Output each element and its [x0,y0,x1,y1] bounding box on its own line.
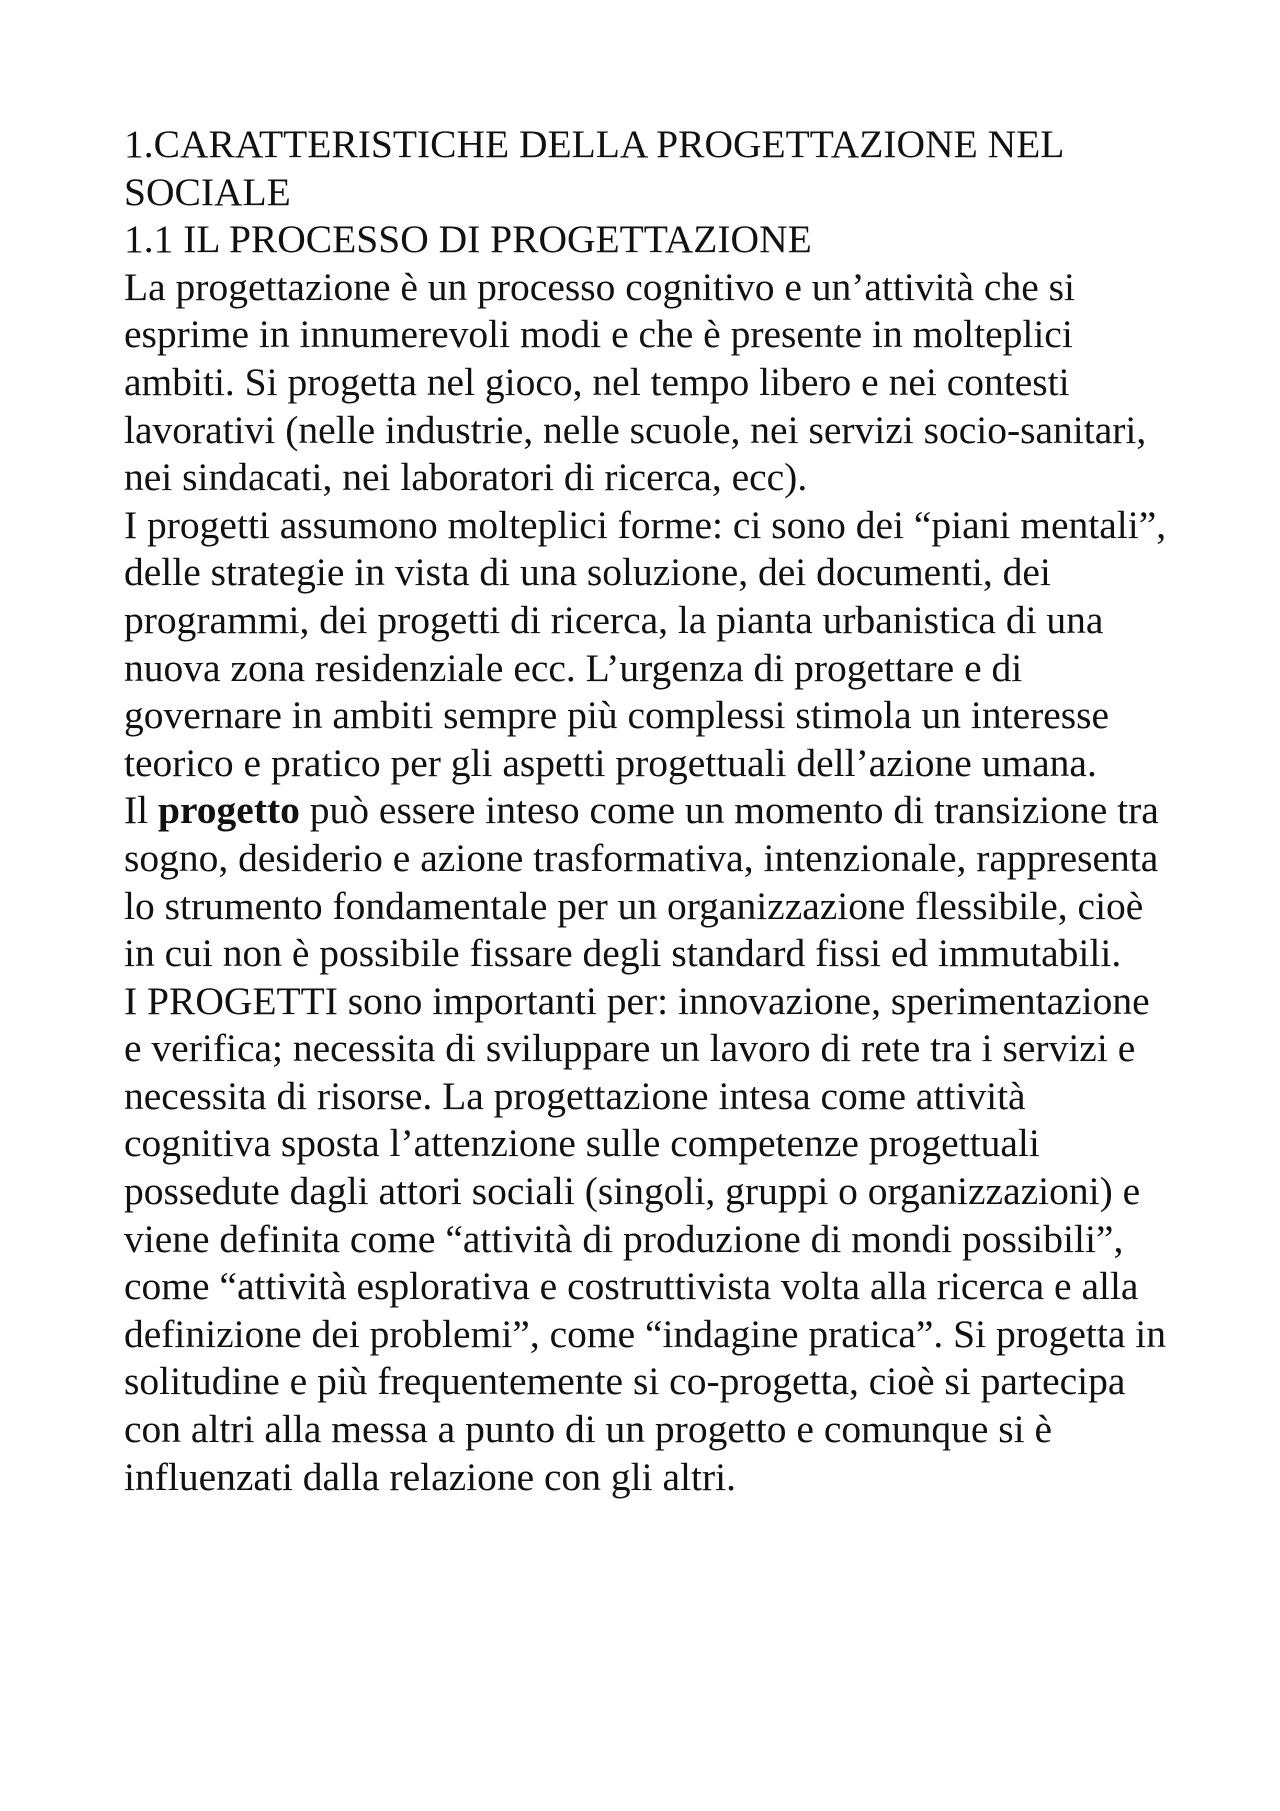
paragraph-2: I progetti assumono molteplici forme: ci sono dei “piani mentali”, delle strategie in vista di una soluzione, dei documenti, dei programmi, dei progetti di ricerca, la pianta urbanistica di una nuova zona residenziale ecc. L’urgenza di progettare e di governare in ambiti sempre più complessi stimola un interesse teorico e pratico per gli aspetti progettuali dell’azione umana. [124,502,1167,785]
paragraph-4: I PROGETTI sono importanti per: innovazione, sperimentazione e verifica; necessita di sviluppare un lavoro di rete tra i servizi e necessita di risorse. La progettazione intesa come attività cognitiva sposta l’attenzione sulle competenze progettuali possedute dagli attori sociali (singoli, gruppi o organizzazioni) e viene definita come “attività di produzione di mondi possibili”, come “attività esplorativa e costruttivista volta alla ricerca e alla definizione dei problemi”, come “indagine pratica”. Si progetta in solitudine e più frequentemente si co-progetta, cioè si partecipa con altri alla messa a punto di un progetto e comunque si è influenzati dalla relazione con gli altri. [124,978,1166,1499]
paragraph-3 [124,787,1170,977]
paragraph-3-rest: può essere inteso come un momento di transizione tra sogno, desiderio e azione trasformativa, intenzionale, rappresenta lo strumento fondamentale per un organizzazione flessibile, cioè in cui non è possibile fissare degli standard fissi ed immutabili. [124,788,1159,976]
bold-term-progetto: progetto [158,788,300,833]
chapter-title: 1.CARATTERISTICHE DELLA PROGETTAZIONE NEL SOCIALE [124,122,1063,214]
document-page [124,121,1170,1501]
section-title: 1.1 IL PROCESSO DI PROGETTAZIONE [124,217,812,262]
paragraph-3-prefix: Il [124,788,159,833]
paragraph-1: La progettazione è un processo cognitivo e un’attività che si esprime in innumerevoli modi e che è presente in molteplici ambiti. Si progetta nel gioco, nel tempo libero e nei contesti lavorativi (nelle industrie, nelle scuole, nei servizi socio-sanitari, nei sindacati, nei laboratori di ricerca, ecc). [124,264,1147,500]
